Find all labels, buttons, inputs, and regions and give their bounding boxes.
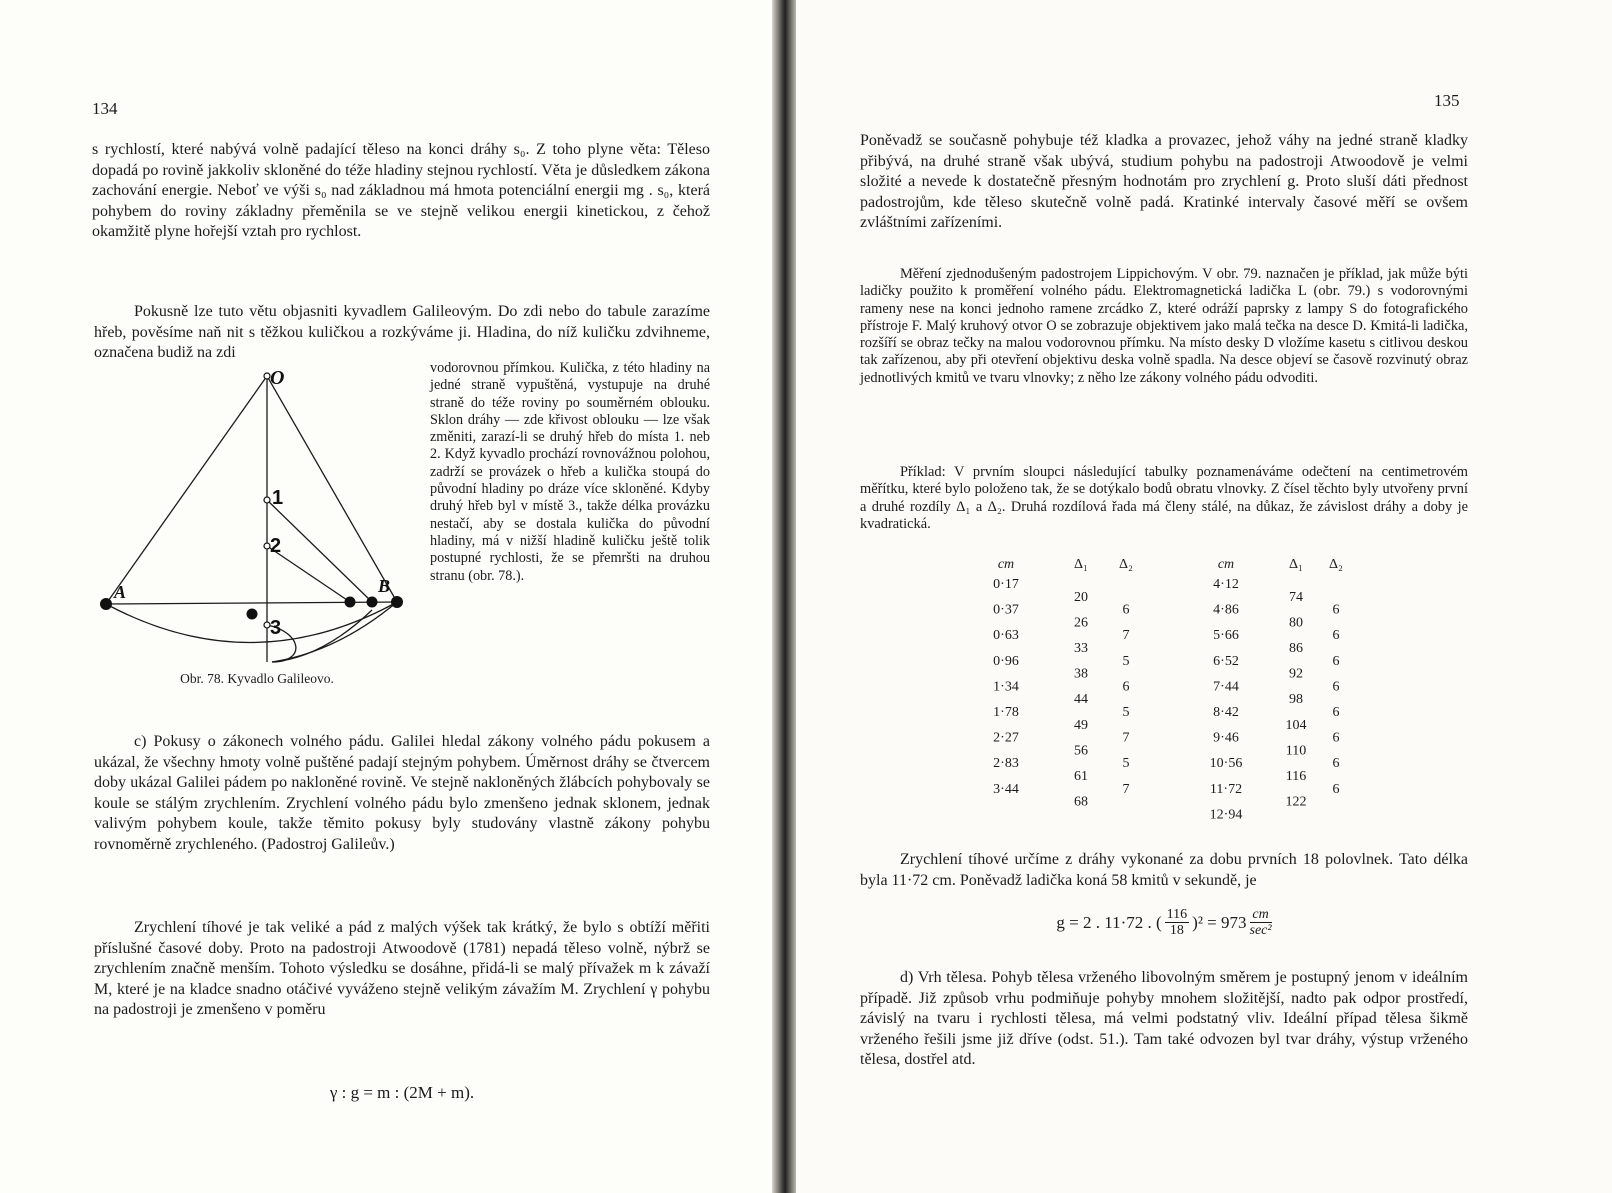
table-cell-cm: 11·72 — [1209, 781, 1243, 797]
label-3: 3 — [270, 617, 282, 639]
table-cell-cm: 1·34 — [993, 679, 1019, 695]
table-cell-cm: 0·37 — [993, 602, 1019, 618]
figure-78 — [92, 362, 422, 702]
paragraph-gravity-result: Zrychlení tíhové určíme z dráhy vykonané za dobu prvních 18 polovlnek. Tato délka byla 11·72 cm. Poněvadž ladička koná 58 kmitů v sekundě, je — [860, 851, 1468, 889]
table-cell-d1: 61 — [1074, 769, 1088, 784]
table-cell-d1: 44 — [1074, 692, 1088, 708]
table-cell-d1: 110 — [1285, 743, 1307, 759]
paragraph-free-fall-experiments: c) Pokusy o zákonech volného pádu. Galilei hledal zákony volného pádu pokusem a ukázal, že všechny hmoty volně puštěné padají stejným pohybem. Úměrnost dráhy se čtvercem doby ukázal Galilei pádem po nakloněné rovině. Ve stejně nakloněných žlábcích pohybovaly se koule se stálým zrychlením. Zrychlení volného pádu bylo zmenšeno jednak sklonem, jednak valivým pohybem koule, takže těmito pokusy byly studovány vlastně zákony pohybu rovnoměrně zrychleného. (Padostroj Galileův.) — [94, 733, 710, 853]
label-a: A — [114, 582, 127, 602]
table-cell-d2: 7 — [1122, 730, 1130, 746]
table-header: cm — [997, 557, 1015, 572]
formula-lhs: g = 2 . 11·72 . ( — [1056, 912, 1162, 932]
table-cell-cm: 0·96 — [993, 653, 1019, 669]
pendulum-side-text: vodorovnou přímkou. Kulička, z této hladiny na jedné straně vypuštěná, vystupuje na druhé straně do téže roviny po souměrném oblouku. Sklon dráhy — zde křivost oblouku — lze však změniti, zarazí-li se druhý hřeb do místa 1. neb 2. Když kyvadlo prochází rovnovážnou polohou, zadrží se provázek o hřeb a kulička stoupá do původní hladiny po dráze více skloněné. Kdyby druhý hřeb byl v místě 3., takže délka provázku nestačí, aby se dostala kulička do původní hladiny, má v nižší hladině kuličku ještě tolik postupné rychlosti, že se přemršti na druhou stranu (obr. 78.). — [430, 360, 710, 584]
table-header: Δ₁ — [1074, 557, 1088, 572]
table-svg — [986, 554, 1386, 834]
table-cell-d1: 122 — [1285, 794, 1307, 810]
galileo-pendulum-diagram — [92, 362, 422, 702]
pendulum-arc — [106, 602, 397, 643]
figure-caption: Obr. 78. Kyvadlo Galileovo. — [180, 671, 334, 686]
paragraph-example: Příklad: V prvním sloupci následující tabulky poznamenáváme odečtení na centimetrovém měřítku, které bylo položeno tak, že se dotýkalo bodů obratu vlnovky. Z čísel těchto byly utvořeny první a druhé rozdíly Δ₁ a Δ₂. Druhá rozdílová řada má členy stálé, na důkaz, že závislost dráhy a doby je kvadratická. — [860, 464, 1468, 532]
table-cell-d2: 7 — [1122, 628, 1130, 644]
table-cell-d2: 6 — [1332, 705, 1340, 720]
table-cell-d2: 6 — [1122, 602, 1130, 618]
table-cell-d2: 6 — [1332, 628, 1340, 644]
table-cell-d2: 5 — [1122, 756, 1130, 772]
string-to-b — [267, 376, 397, 602]
label-o: O — [270, 367, 285, 389]
table-cell-cm: 8·42 — [1213, 705, 1239, 720]
table-cell-cm: 2·83 — [993, 756, 1019, 772]
table-header: cm — [1217, 557, 1235, 572]
table-cell-d2: 6 — [1332, 679, 1340, 695]
paragraph-atwood-complexity: Poněvadž se současně pohybuje též kladka a provazec, jehož váhy na jedné straně kladky přibývá, na druhé straně však ubývá, studium pohybu na padostroji Atwoodově je velmi složité a nevede k dostatečně přesným hodnotám pro zrychlení g. Proto sluší dáti přednost padostrojům, kde těleso skutečně volně padá. Kratinké intervaly časové měří se ovšem zvláštními zařízeními. — [860, 132, 1468, 231]
measurement-table — [986, 554, 1386, 834]
table-cell-cm: 0·63 — [993, 628, 1019, 644]
table-cell-cm: 1·78 — [993, 705, 1019, 720]
table-cell-d2: 6 — [1332, 602, 1340, 618]
table-header: Δ₁ — [1289, 557, 1303, 572]
left-page — [0, 0, 772, 1193]
table-cell-cm: 2·27 — [993, 730, 1019, 746]
table-cell-cm: 12·94 — [1209, 807, 1243, 823]
table-cell-cm: 5·66 — [1213, 628, 1239, 644]
table-cell-cm: 4·12 — [1213, 577, 1239, 592]
table-cell-cm: 10·56 — [1209, 756, 1243, 772]
table-cell-cm: 7·44 — [1213, 679, 1239, 695]
table-cell-cm: 4·86 — [1213, 602, 1239, 618]
string-to-a — [106, 376, 267, 604]
paragraph-atwood: Zrychlení tíhové je tak veliké a pád z malých výšek tak krátký, že bylo s obtíží měřiti příslušné časové doby. Proto na padostroji Atwoodově (1781) nepadá těleso volně, nýbrž se zrychlením značně menším. Tohoto výsledku se dosáhne, přidá-li se malý přívažek m k závaží M, které je na kladce snadno otáčivé vyváženo stejně velikým závažím M. Zrychlení γ pohybu na padostroji je zmenšeno v poměru — [94, 919, 710, 1018]
table-header: Δ₂ — [1329, 557, 1343, 572]
table-cell-cm: 6·52 — [1213, 653, 1239, 669]
table-cell-d2: 6 — [1332, 756, 1340, 772]
book-gutter — [772, 0, 796, 1193]
paragraph-velocity: s rychlostí, které nabývá volně padající těleso na konci dráhy s₀. Z toho plyne věta: Těleso dopadá po rovině jakkoliv skloněné do téže hladiny stejnou rychlostí. Věta je důsledkem zákona zachování energie. Neboť ve výši s₀ nad základnou má hmota potenciální energii mg . s₀, která pohybem do roviny základny přeměnila se ve stejně velikou energii kinetickou, z čehož okamžitě plyne hořejší vztah pro rychlost. — [92, 141, 710, 240]
formula-g — [860, 907, 1468, 938]
bob-b — [391, 596, 403, 608]
table-cell-d1: 92 — [1289, 666, 1303, 682]
table-cell-d2: 5 — [1122, 705, 1130, 720]
table-cell-d2: 6 — [1332, 653, 1340, 669]
table-cell-d2: 6 — [1332, 730, 1340, 746]
table-cell-cm: 0·17 — [993, 577, 1019, 592]
table-cell-d1: 20 — [1074, 589, 1088, 605]
table-cell-cm: 3·44 — [993, 781, 1019, 797]
formula-atwood: γ : g = m : (2M + m). — [329, 1083, 475, 1102]
table-cell-d1: 80 — [1289, 615, 1303, 631]
table-cell-cm: 9·46 — [1213, 730, 1239, 746]
table-cell-d2: 5 — [1122, 653, 1130, 669]
bob-a — [100, 598, 112, 610]
formula-rhs: )² = 973 — [1192, 912, 1247, 932]
table-header: Δ₂ — [1119, 557, 1133, 572]
table-cell-d1: 49 — [1074, 717, 1088, 733]
paragraph-galileo-pendulum: Pokusně lze tuto větu objasniti kyvadlem Galileovým. Do zdi nebo do tabule zarazíme hřeb, pověsíme naň nit s těžkou kuličkou a rozkýváme ji. Hladina, do níž kuličku zdvihneme, označena budiž na zdi — [94, 303, 710, 361]
formula-fraction: $\frac{116}{18}$ — [1166, 907, 1188, 938]
label-b: B — [378, 576, 391, 596]
table-cell-d1: 56 — [1074, 743, 1088, 759]
page-number-left: 134 — [92, 99, 118, 118]
table-cell-d1: 98 — [1289, 692, 1303, 708]
right-page — [796, 0, 1612, 1193]
paragraph-lippich: Měření zjednodušeným padostrojem Lippichovým. V obr. 79. naznačen je příklad, jak může býti ladičky použito k proměření volného pádu. Elektromagnetická ladička L (obr. 79.) s vodorovnými rameny nese na konci jednoho ramene zrcádko Z, které odráží paprsky z lampy S do fotografického přístroje F. Malý kruhový otvor O se zobrazuje objektivem jako malá tečka na desce D. Kmitá-li ladička, rozšíří se obraz tečky na malou vodorovnou přímku. Na místo desky D vložíme kasetu s citlivou deskou tak zařízenou, aby při otevření objektivu deska volně spadla. Na desce objeví se časově rozvinutý obraz jednotlivých kmitů ve tvaru vlnovky; z něho lze zákony volného pádu odvoditi. — [860, 266, 1468, 386]
table-cell-d1: 116 — [1285, 769, 1307, 784]
formula-unit: $\frac{cm}{\text{sec²}}$ — [1249, 907, 1272, 938]
table-cell-d2: 7 — [1122, 781, 1130, 797]
table-cell-d1: 68 — [1074, 794, 1088, 810]
table-cell-d1: 104 — [1285, 717, 1307, 733]
paragraph-projectile: d) Vrh tělesa. Pohyb tělesa vrženého libovolným směrem je postupný jenom v ideálním případě. Již způsob vrhu podmiňuje pohyby mnohem složitější, nadto pak odpor prostředí, závislý na tvaru i rychlosti tělesa, má velmi podstatný vliv. Ideální případ tělesa šikmě vrženého řešili jsme již dříve (odst. 51.). Tam také odvozen byl tvar dráhy, výstup vrženého tělesa, dostřel atd. — [860, 969, 1468, 1068]
table-cell-d1: 74 — [1289, 589, 1303, 605]
label-2: 2 — [270, 535, 282, 557]
table-cell-d1: 38 — [1074, 666, 1088, 682]
page-number-right: 135 — [1434, 91, 1460, 110]
table-cell-d1: 86 — [1289, 641, 1303, 656]
table-cell-d2: 6 — [1122, 679, 1130, 695]
label-1: 1 — [272, 487, 284, 509]
table-cell-d1: 33 — [1074, 641, 1088, 656]
table-cell-d1: 26 — [1074, 615, 1088, 631]
table-cell-d2: 6 — [1332, 781, 1340, 797]
